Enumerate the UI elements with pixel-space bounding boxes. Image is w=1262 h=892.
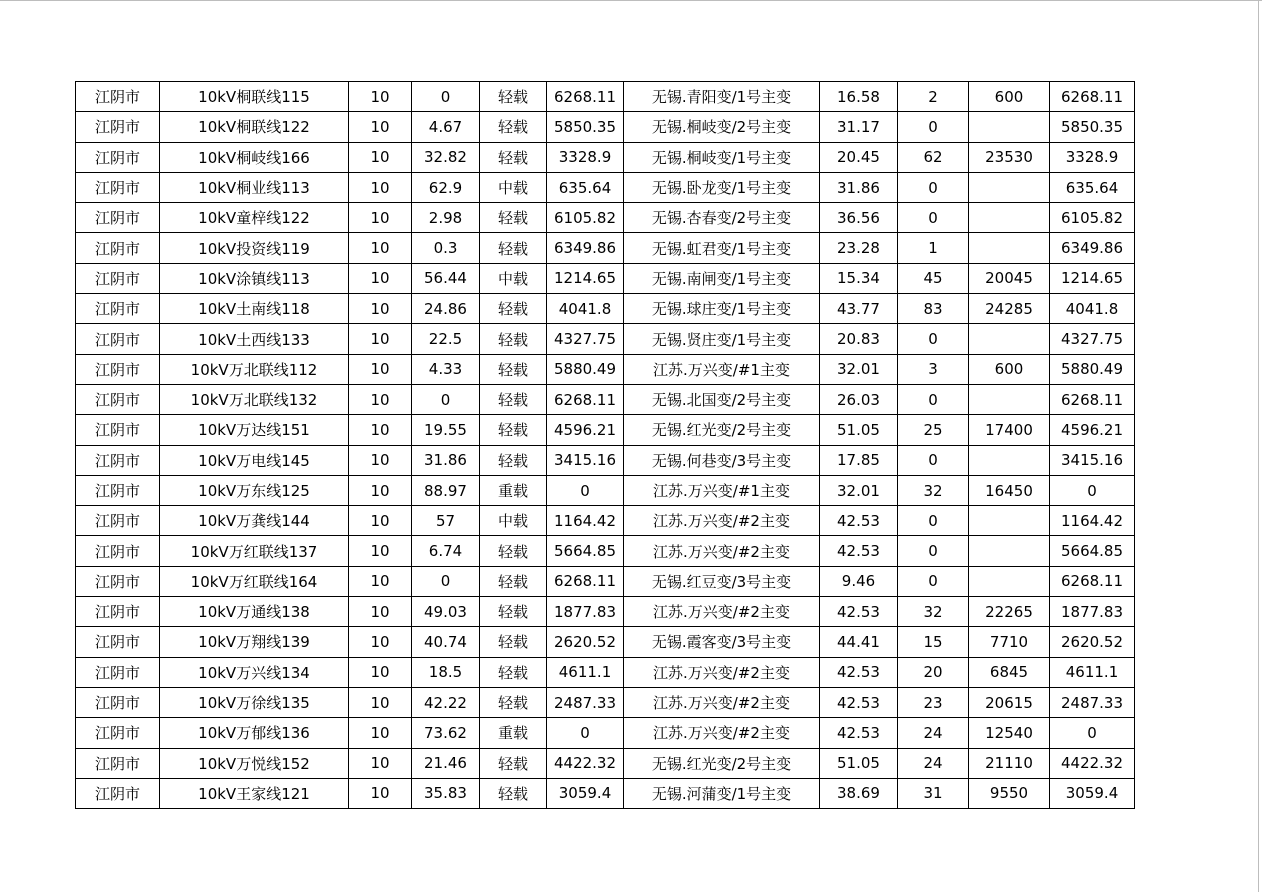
cell-remaining-capacity: 3059.4 — [1050, 778, 1135, 808]
cell-load-rate: 35.83 — [412, 778, 480, 808]
cell-user-capacity — [969, 203, 1050, 233]
cell-load-status: 轻载 — [480, 233, 547, 263]
cell-voltage-kv: 10 — [349, 324, 412, 354]
table-row — [76, 112, 1135, 142]
table-row — [76, 475, 1135, 505]
cell-user-count: 2 — [898, 82, 969, 112]
cell-line-name: 10kV童梓线122 — [160, 203, 349, 233]
cell-load-status: 重载 — [480, 718, 547, 748]
cell-voltage-kv: 10 — [349, 748, 412, 778]
cell-available-capacity: 1164.42 — [547, 506, 624, 536]
cell-user-count: 0 — [898, 203, 969, 233]
cell-load-rate: 32.82 — [412, 142, 480, 172]
cell-load-rate: 57 — [412, 506, 480, 536]
cell-line-name: 10kV土西线133 — [160, 324, 349, 354]
cell-user-count: 0 — [898, 536, 969, 566]
cell-voltage-kv: 10 — [349, 506, 412, 536]
cell-city: 江阴市 — [76, 82, 160, 112]
table-row — [76, 657, 1135, 687]
cell-user-capacity — [969, 324, 1050, 354]
cell-city: 江阴市 — [76, 627, 160, 657]
cell-load-status: 轻载 — [480, 324, 547, 354]
cell-transformer-load-rate: 23.28 — [820, 233, 898, 263]
cell-line-name: 10kV万郁线136 — [160, 718, 349, 748]
cell-voltage-kv: 10 — [349, 263, 412, 293]
cell-city: 江阴市 — [76, 324, 160, 354]
cell-available-capacity: 4596.21 — [547, 415, 624, 445]
cell-user-capacity: 9550 — [969, 778, 1050, 808]
cell-transformer-load-rate: 20.83 — [820, 324, 898, 354]
cell-remaining-capacity: 6268.11 — [1050, 566, 1135, 596]
cell-transformer-load-rate: 31.86 — [820, 172, 898, 202]
cell-line-name: 10kV桐业线113 — [160, 172, 349, 202]
cell-line-name: 10kV涂镇线113 — [160, 263, 349, 293]
cell-transformer-load-rate: 9.46 — [820, 566, 898, 596]
cell-city: 江阴市 — [76, 263, 160, 293]
cell-user-count: 0 — [898, 324, 969, 354]
table-row — [76, 627, 1135, 657]
cell-load-rate: 2.98 — [412, 203, 480, 233]
cell-transformer-load-rate: 32.01 — [820, 354, 898, 384]
page-top-border — [0, 0, 1262, 1]
cell-remaining-capacity: 5664.85 — [1050, 536, 1135, 566]
cell-available-capacity: 1214.65 — [547, 263, 624, 293]
cell-available-capacity: 3415.16 — [547, 445, 624, 475]
cell-available-capacity: 6349.86 — [547, 233, 624, 263]
table-row — [76, 778, 1135, 808]
cell-load-rate: 21.46 — [412, 748, 480, 778]
cell-substation-transformer: 江苏.万兴变/#2主变 — [624, 687, 820, 717]
cell-line-name: 10kV土南线118 — [160, 294, 349, 324]
cell-remaining-capacity: 6349.86 — [1050, 233, 1135, 263]
cell-load-rate: 0 — [412, 82, 480, 112]
cell-user-count: 15 — [898, 627, 969, 657]
cell-load-rate: 18.5 — [412, 657, 480, 687]
cell-load-status: 轻载 — [480, 445, 547, 475]
cell-line-name: 10kV投资线119 — [160, 233, 349, 263]
cell-user-count: 31 — [898, 778, 969, 808]
cell-transformer-load-rate: 42.53 — [820, 687, 898, 717]
cell-transformer-load-rate: 38.69 — [820, 778, 898, 808]
cell-user-capacity: 21110 — [969, 748, 1050, 778]
cell-available-capacity: 5880.49 — [547, 354, 624, 384]
cell-voltage-kv: 10 — [349, 82, 412, 112]
cell-city: 江阴市 — [76, 778, 160, 808]
cell-user-capacity: 22265 — [969, 597, 1050, 627]
cell-load-rate: 73.62 — [412, 718, 480, 748]
cell-load-status: 轻载 — [480, 294, 547, 324]
cell-load-rate: 19.55 — [412, 415, 480, 445]
cell-transformer-load-rate: 44.41 — [820, 627, 898, 657]
cell-voltage-kv: 10 — [349, 687, 412, 717]
cell-user-count: 0 — [898, 172, 969, 202]
cell-user-capacity: 600 — [969, 82, 1050, 112]
cell-voltage-kv: 10 — [349, 233, 412, 263]
cell-transformer-load-rate: 36.56 — [820, 203, 898, 233]
cell-substation-transformer: 江苏.万兴变/#2主变 — [624, 657, 820, 687]
cell-transformer-load-rate: 15.34 — [820, 263, 898, 293]
cell-voltage-kv: 10 — [349, 475, 412, 505]
cell-load-rate: 62.9 — [412, 172, 480, 202]
cell-line-name: 10kV万北联线112 — [160, 354, 349, 384]
cell-user-capacity — [969, 536, 1050, 566]
table-row — [76, 566, 1135, 596]
cell-load-status: 轻载 — [480, 354, 547, 384]
cell-load-rate: 42.22 — [412, 687, 480, 717]
cell-user-count: 83 — [898, 294, 969, 324]
cell-transformer-load-rate: 32.01 — [820, 475, 898, 505]
cell-remaining-capacity: 6268.11 — [1050, 384, 1135, 414]
cell-available-capacity: 0 — [547, 475, 624, 505]
cell-load-status: 轻载 — [480, 203, 547, 233]
cell-user-capacity — [969, 112, 1050, 142]
cell-voltage-kv: 10 — [349, 657, 412, 687]
table-row — [76, 203, 1135, 233]
cell-user-capacity — [969, 445, 1050, 475]
cell-voltage-kv: 10 — [349, 445, 412, 475]
cell-available-capacity: 3059.4 — [547, 778, 624, 808]
cell-remaining-capacity: 4041.8 — [1050, 294, 1135, 324]
cell-voltage-kv: 10 — [349, 718, 412, 748]
cell-city: 江阴市 — [76, 566, 160, 596]
cell-line-name: 10kV万龚线144 — [160, 506, 349, 536]
cell-load-rate: 56.44 — [412, 263, 480, 293]
cell-user-count: 62 — [898, 142, 969, 172]
cell-user-count: 0 — [898, 445, 969, 475]
table-row — [76, 324, 1135, 354]
cell-load-status: 轻载 — [480, 415, 547, 445]
cell-user-capacity: 6845 — [969, 657, 1050, 687]
cell-load-rate: 49.03 — [412, 597, 480, 627]
cell-transformer-load-rate: 17.85 — [820, 445, 898, 475]
cell-load-rate: 4.67 — [412, 112, 480, 142]
cell-voltage-kv: 10 — [349, 415, 412, 445]
cell-city: 江阴市 — [76, 748, 160, 778]
cell-user-capacity: 23530 — [969, 142, 1050, 172]
cell-remaining-capacity: 0 — [1050, 718, 1135, 748]
cell-user-capacity: 20045 — [969, 263, 1050, 293]
cell-remaining-capacity: 5880.49 — [1050, 354, 1135, 384]
cell-city: 江阴市 — [76, 415, 160, 445]
cell-transformer-load-rate: 42.53 — [820, 718, 898, 748]
cell-voltage-kv: 10 — [349, 597, 412, 627]
cell-load-rate: 40.74 — [412, 627, 480, 657]
cell-load-status: 轻载 — [480, 627, 547, 657]
cell-substation-transformer: 无锡.北国变/2号主变 — [624, 384, 820, 414]
cell-city: 江阴市 — [76, 657, 160, 687]
cell-substation-transformer: 无锡.桐岐变/1号主变 — [624, 142, 820, 172]
cell-voltage-kv: 10 — [349, 536, 412, 566]
cell-remaining-capacity: 2487.33 — [1050, 687, 1135, 717]
cell-user-capacity: 12540 — [969, 718, 1050, 748]
cell-load-status: 轻载 — [480, 748, 547, 778]
cell-available-capacity: 4422.32 — [547, 748, 624, 778]
cell-line-name: 10kV万达线151 — [160, 415, 349, 445]
cell-transformer-load-rate: 16.58 — [820, 82, 898, 112]
cell-transformer-load-rate: 31.17 — [820, 112, 898, 142]
cell-line-name: 10kV万通线138 — [160, 597, 349, 627]
table-row — [76, 415, 1135, 445]
cell-city: 江阴市 — [76, 142, 160, 172]
cell-available-capacity: 0 — [547, 718, 624, 748]
cell-transformer-load-rate: 43.77 — [820, 294, 898, 324]
cell-load-status: 中载 — [480, 506, 547, 536]
cell-transformer-load-rate: 42.53 — [820, 536, 898, 566]
cell-load-rate: 88.97 — [412, 475, 480, 505]
cell-user-capacity: 7710 — [969, 627, 1050, 657]
cell-substation-transformer: 江苏.万兴变/#2主变 — [624, 506, 820, 536]
cell-available-capacity: 3328.9 — [547, 142, 624, 172]
cell-transformer-load-rate: 51.05 — [820, 415, 898, 445]
cell-city: 江阴市 — [76, 506, 160, 536]
cell-city: 江阴市 — [76, 172, 160, 202]
cell-substation-transformer: 无锡.卧龙变/1号主变 — [624, 172, 820, 202]
cell-line-name: 10kV万红联线137 — [160, 536, 349, 566]
cell-substation-transformer: 江苏.万兴变/#2主变 — [624, 536, 820, 566]
cell-load-status: 轻载 — [480, 597, 547, 627]
cell-substation-transformer: 江苏.万兴变/#2主变 — [624, 597, 820, 627]
cell-user-capacity — [969, 172, 1050, 202]
cell-transformer-load-rate: 42.53 — [820, 597, 898, 627]
cell-line-name: 10kV万北联线132 — [160, 384, 349, 414]
cell-user-capacity — [969, 566, 1050, 596]
cell-voltage-kv: 10 — [349, 203, 412, 233]
cell-line-name: 10kV万红联线164 — [160, 566, 349, 596]
cell-user-capacity — [969, 384, 1050, 414]
cell-user-capacity — [969, 233, 1050, 263]
table-row — [76, 748, 1135, 778]
cell-substation-transformer: 无锡.杏春变/2号主变 — [624, 203, 820, 233]
cell-load-rate: 0 — [412, 566, 480, 596]
table-row — [76, 536, 1135, 566]
cell-load-rate: 0.3 — [412, 233, 480, 263]
cell-available-capacity: 1877.83 — [547, 597, 624, 627]
cell-voltage-kv: 10 — [349, 142, 412, 172]
cell-substation-transformer: 江苏.万兴变/#2主变 — [624, 718, 820, 748]
cell-city: 江阴市 — [76, 294, 160, 324]
cell-user-count: 0 — [898, 566, 969, 596]
cell-substation-transformer: 无锡.红光变/2号主变 — [624, 748, 820, 778]
cell-load-status: 轻载 — [480, 687, 547, 717]
cell-available-capacity: 4611.1 — [547, 657, 624, 687]
cell-voltage-kv: 10 — [349, 354, 412, 384]
cell-load-status: 重载 — [480, 475, 547, 505]
cell-transformer-load-rate: 20.45 — [820, 142, 898, 172]
cell-substation-transformer: 无锡.何巷变/3号主变 — [624, 445, 820, 475]
cell-load-status: 轻载 — [480, 142, 547, 172]
cell-load-rate: 31.86 — [412, 445, 480, 475]
cell-remaining-capacity: 0 — [1050, 475, 1135, 505]
cell-city: 江阴市 — [76, 354, 160, 384]
feeder-load-table — [75, 81, 1135, 809]
cell-remaining-capacity: 3415.16 — [1050, 445, 1135, 475]
cell-user-count: 1 — [898, 233, 969, 263]
cell-user-count: 24 — [898, 718, 969, 748]
cell-user-capacity: 17400 — [969, 415, 1050, 445]
cell-load-rate: 4.33 — [412, 354, 480, 384]
cell-transformer-load-rate: 51.05 — [820, 748, 898, 778]
cell-user-capacity: 16450 — [969, 475, 1050, 505]
cell-load-status: 轻载 — [480, 778, 547, 808]
cell-city: 江阴市 — [76, 233, 160, 263]
cell-user-count: 32 — [898, 475, 969, 505]
cell-city: 江阴市 — [76, 112, 160, 142]
cell-user-capacity: 600 — [969, 354, 1050, 384]
cell-substation-transformer: 无锡.红豆变/3号主变 — [624, 566, 820, 596]
cell-city: 江阴市 — [76, 445, 160, 475]
cell-voltage-kv: 10 — [349, 778, 412, 808]
cell-load-status: 中载 — [480, 172, 547, 202]
table-row — [76, 718, 1135, 748]
page-right-border — [1258, 0, 1259, 892]
cell-substation-transformer: 无锡.虹君变/1号主变 — [624, 233, 820, 263]
table-body — [76, 82, 1135, 809]
cell-line-name: 10kV桐联线115 — [160, 82, 349, 112]
cell-substation-transformer: 无锡.红光变/2号主变 — [624, 415, 820, 445]
cell-available-capacity: 4327.75 — [547, 324, 624, 354]
cell-city: 江阴市 — [76, 384, 160, 414]
cell-user-count: 0 — [898, 384, 969, 414]
cell-line-name: 10kV万悦线152 — [160, 748, 349, 778]
table-row — [76, 142, 1135, 172]
cell-line-name: 10kV王家线121 — [160, 778, 349, 808]
cell-user-count: 23 — [898, 687, 969, 717]
table-row — [76, 294, 1135, 324]
cell-line-name: 10kV万翔线139 — [160, 627, 349, 657]
cell-city: 江阴市 — [76, 718, 160, 748]
cell-line-name: 10kV桐联线122 — [160, 112, 349, 142]
cell-remaining-capacity: 2620.52 — [1050, 627, 1135, 657]
cell-user-count: 25 — [898, 415, 969, 445]
cell-voltage-kv: 10 — [349, 627, 412, 657]
cell-remaining-capacity: 4422.32 — [1050, 748, 1135, 778]
cell-city: 江阴市 — [76, 687, 160, 717]
cell-transformer-load-rate: 42.53 — [820, 657, 898, 687]
cell-user-capacity: 20615 — [969, 687, 1050, 717]
table-row — [76, 263, 1135, 293]
cell-transformer-load-rate: 42.53 — [820, 506, 898, 536]
cell-voltage-kv: 10 — [349, 566, 412, 596]
cell-user-count: 20 — [898, 657, 969, 687]
table-row — [76, 233, 1135, 263]
cell-available-capacity: 5850.35 — [547, 112, 624, 142]
cell-city: 江阴市 — [76, 536, 160, 566]
cell-substation-transformer: 无锡.霞客变/3号主变 — [624, 627, 820, 657]
cell-substation-transformer: 江苏.万兴变/#1主变 — [624, 354, 820, 384]
cell-user-count: 32 — [898, 597, 969, 627]
cell-remaining-capacity: 4596.21 — [1050, 415, 1135, 445]
table-row — [76, 687, 1135, 717]
cell-substation-transformer: 江苏.万兴变/#1主变 — [624, 475, 820, 505]
cell-available-capacity: 6268.11 — [547, 566, 624, 596]
cell-remaining-capacity: 6268.11 — [1050, 82, 1135, 112]
cell-substation-transformer: 无锡.桐岐变/2号主变 — [624, 112, 820, 142]
cell-line-name: 10kV桐岐线166 — [160, 142, 349, 172]
cell-city: 江阴市 — [76, 203, 160, 233]
table-row — [76, 82, 1135, 112]
cell-city: 江阴市 — [76, 597, 160, 627]
cell-user-capacity: 24285 — [969, 294, 1050, 324]
cell-load-status: 轻载 — [480, 657, 547, 687]
cell-available-capacity: 5664.85 — [547, 536, 624, 566]
cell-user-count: 0 — [898, 112, 969, 142]
cell-remaining-capacity: 1164.42 — [1050, 506, 1135, 536]
cell-remaining-capacity: 3328.9 — [1050, 142, 1135, 172]
cell-load-status: 中载 — [480, 263, 547, 293]
cell-remaining-capacity: 6105.82 — [1050, 203, 1135, 233]
cell-available-capacity: 6105.82 — [547, 203, 624, 233]
cell-load-rate: 22.5 — [412, 324, 480, 354]
table-row — [76, 384, 1135, 414]
cell-voltage-kv: 10 — [349, 172, 412, 202]
cell-user-count: 24 — [898, 748, 969, 778]
cell-load-status: 轻载 — [480, 82, 547, 112]
cell-transformer-load-rate: 26.03 — [820, 384, 898, 414]
cell-load-rate: 6.74 — [412, 536, 480, 566]
cell-voltage-kv: 10 — [349, 384, 412, 414]
cell-line-name: 10kV万兴线134 — [160, 657, 349, 687]
cell-remaining-capacity: 1877.83 — [1050, 597, 1135, 627]
cell-remaining-capacity: 5850.35 — [1050, 112, 1135, 142]
cell-available-capacity: 2620.52 — [547, 627, 624, 657]
cell-available-capacity: 4041.8 — [547, 294, 624, 324]
cell-available-capacity: 2487.33 — [547, 687, 624, 717]
cell-user-capacity — [969, 506, 1050, 536]
cell-available-capacity: 6268.11 — [547, 384, 624, 414]
cell-load-status: 轻载 — [480, 384, 547, 414]
cell-load-rate: 0 — [412, 384, 480, 414]
table-row — [76, 597, 1135, 627]
cell-user-count: 3 — [898, 354, 969, 384]
table-row — [76, 445, 1135, 475]
cell-user-count: 0 — [898, 506, 969, 536]
cell-line-name: 10kV万徐线135 — [160, 687, 349, 717]
cell-remaining-capacity: 1214.65 — [1050, 263, 1135, 293]
cell-substation-transformer: 无锡.青阳变/1号主变 — [624, 82, 820, 112]
cell-remaining-capacity: 4327.75 — [1050, 324, 1135, 354]
cell-line-name: 10kV万东线125 — [160, 475, 349, 505]
cell-load-status: 轻载 — [480, 566, 547, 596]
cell-load-rate: 24.86 — [412, 294, 480, 324]
cell-remaining-capacity: 635.64 — [1050, 172, 1135, 202]
cell-substation-transformer: 无锡.球庄变/1号主变 — [624, 294, 820, 324]
cell-city: 江阴市 — [76, 475, 160, 505]
cell-load-status: 轻载 — [480, 536, 547, 566]
cell-substation-transformer: 无锡.南闸变/1号主变 — [624, 263, 820, 293]
cell-user-count: 45 — [898, 263, 969, 293]
table-row — [76, 354, 1135, 384]
cell-load-status: 轻载 — [480, 112, 547, 142]
cell-available-capacity: 635.64 — [547, 172, 624, 202]
cell-available-capacity: 6268.11 — [547, 82, 624, 112]
cell-voltage-kv: 10 — [349, 112, 412, 142]
cell-substation-transformer: 无锡.贤庄变/1号主变 — [624, 324, 820, 354]
table-row — [76, 172, 1135, 202]
cell-substation-transformer: 无锡.河蒲变/1号主变 — [624, 778, 820, 808]
cell-line-name: 10kV万电线145 — [160, 445, 349, 475]
table-row — [76, 506, 1135, 536]
cell-remaining-capacity: 4611.1 — [1050, 657, 1135, 687]
cell-voltage-kv: 10 — [349, 294, 412, 324]
